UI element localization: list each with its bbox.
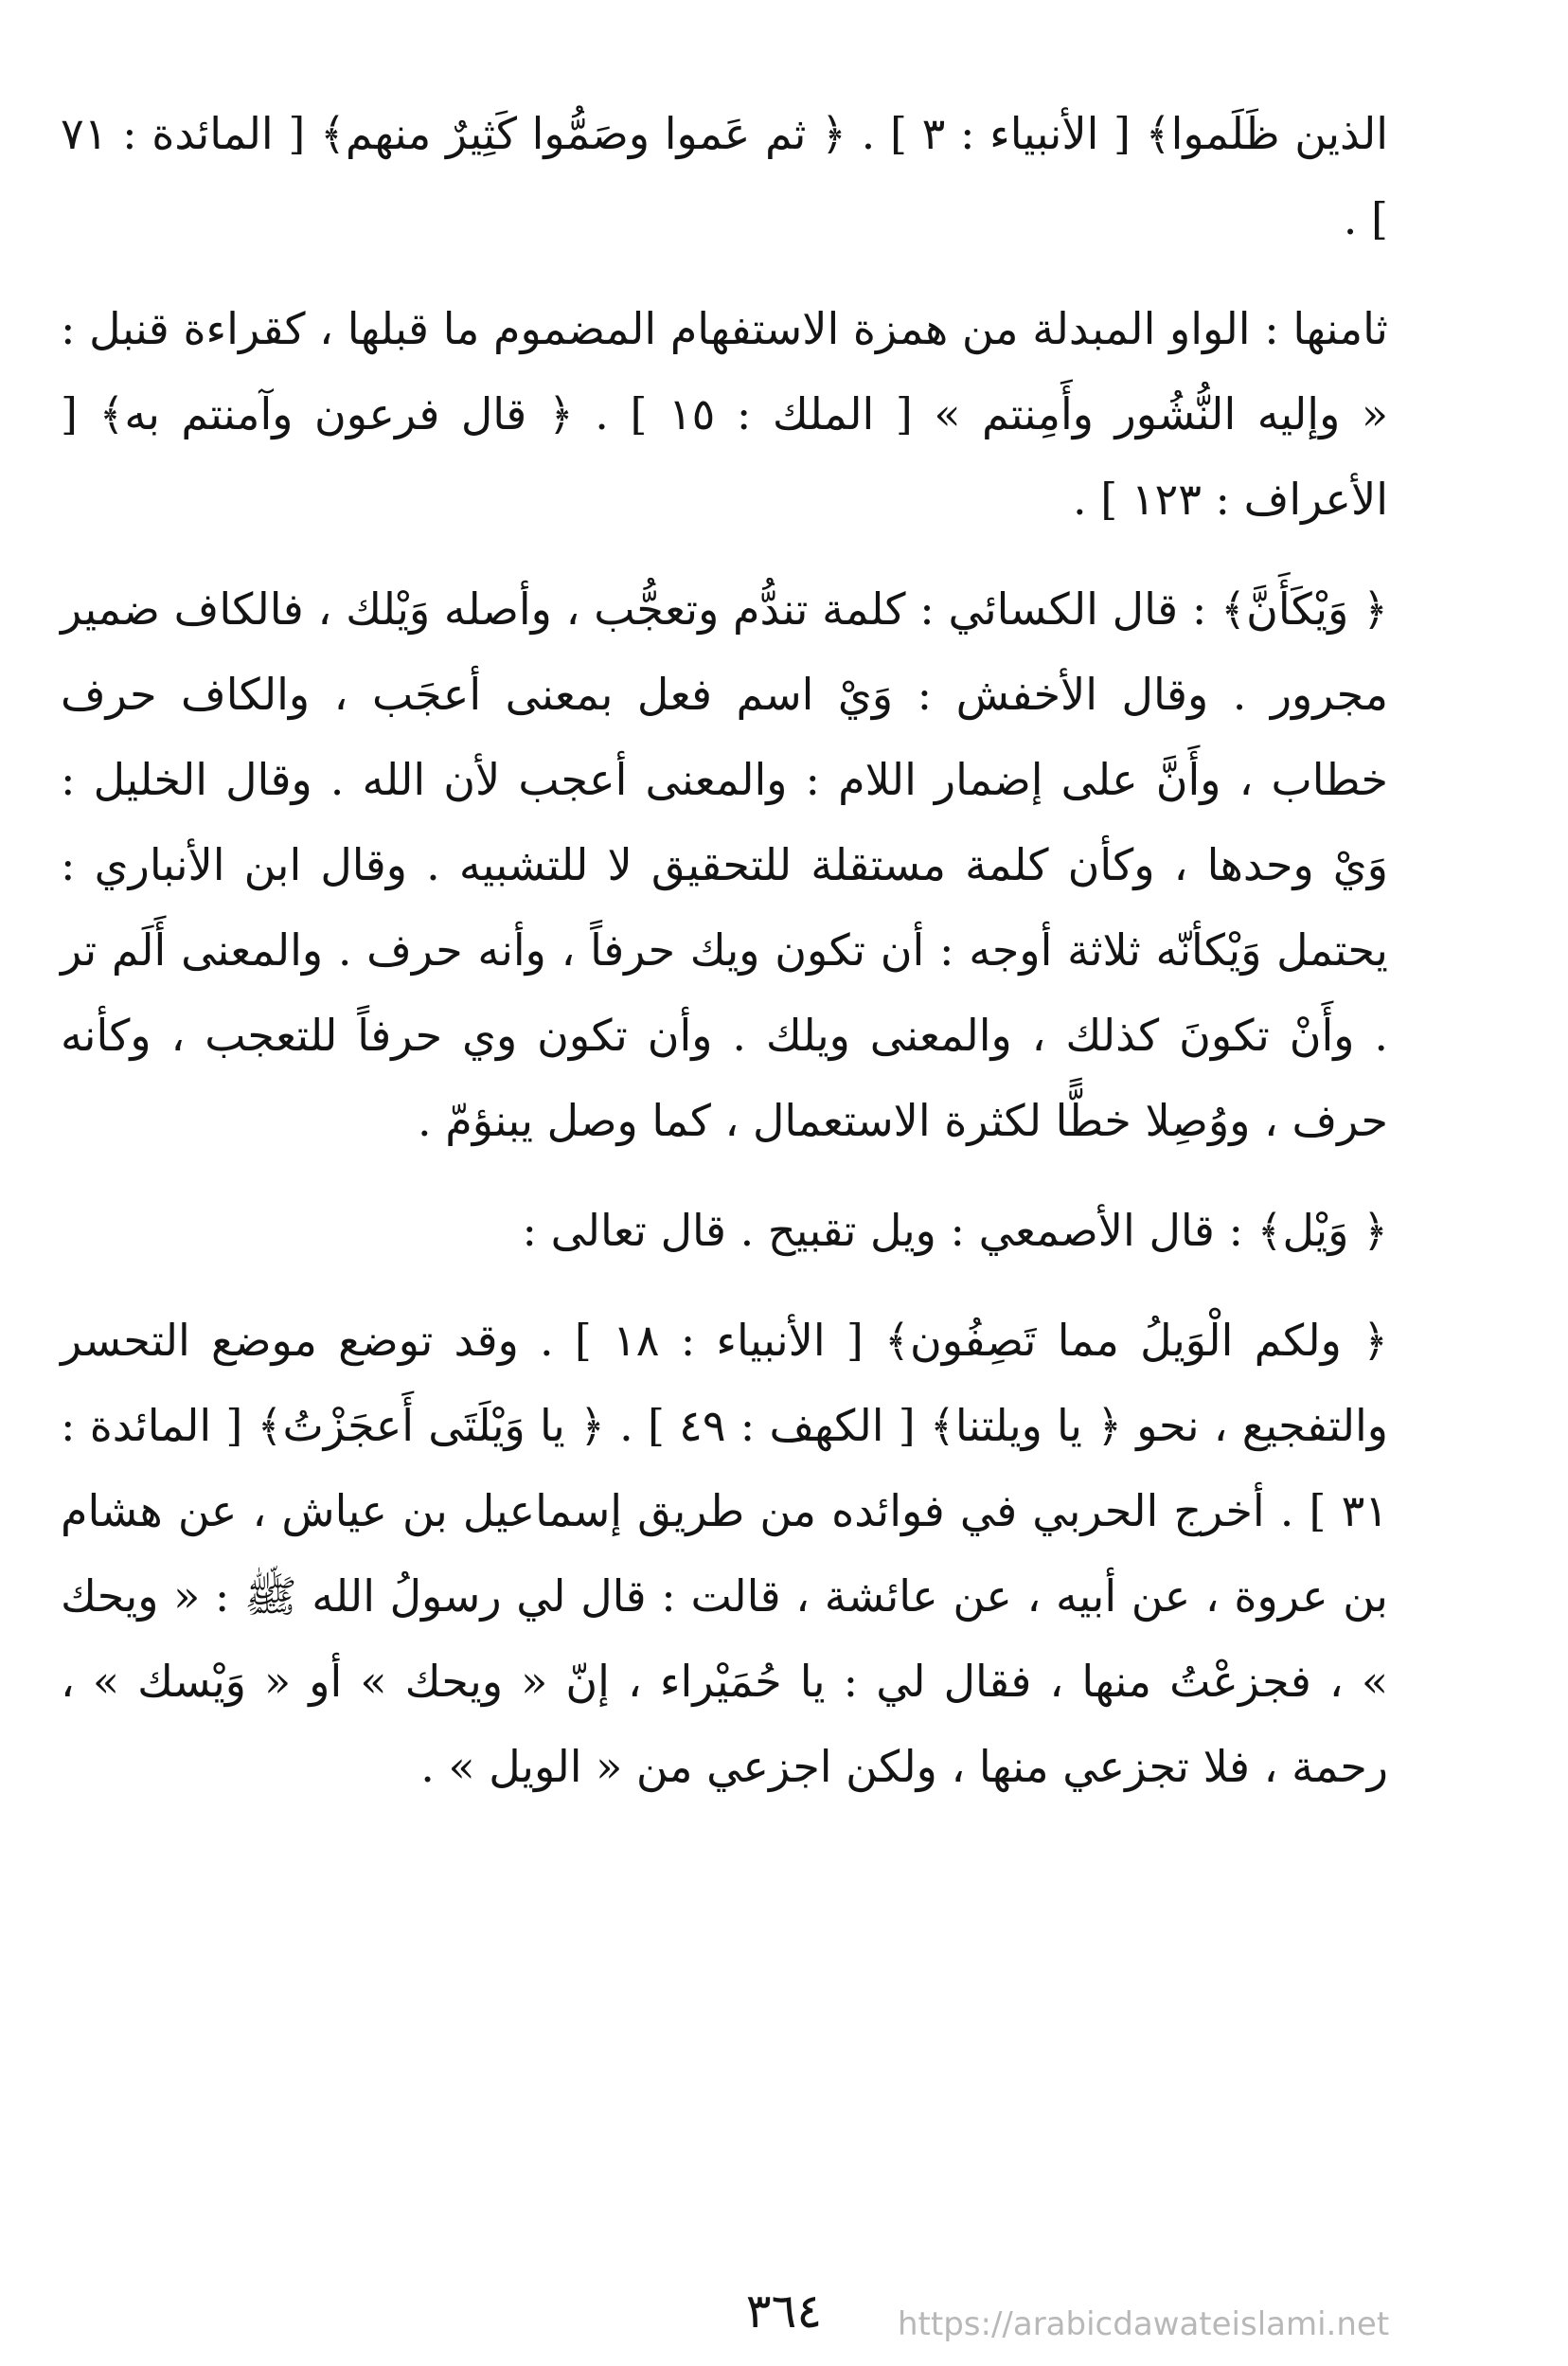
paragraph-spacer bbox=[61, 542, 1388, 566]
paragraph-spacer bbox=[61, 1273, 1388, 1298]
paragraph-eighth-waw: ثامنها : الواو المبدلة من همزة الاستفهام المضموم ما قبلها ، كقراءة قنبل : « وإليه النُّشُور وأَمِنتم » [ الملك : ١٥ ] . ﴿ قال فرعون وآمنتم به﴾ [ الأعراف : ١٢٣ ] . bbox=[61, 303, 1388, 525]
paragraph-waykaanna: ﴿ وَيْكَأَنَّ﴾ : قال الكسائي : كلمة تندُّم وتعجُّب ، وأصله وَيْلك ، فالكاف ضمير مجرور . وقال الأخفش : وَيْ اسم فعل بمعنى أعجَب ، والكاف حرف خطاب ، وأَنَّ على إضمار اللام : والمعنى أعجب لأن الله . وقال الخليل : وَيْ وحدها ، وكأن كلمة مستقلة للتحقيق لا للتشبيه . وقال ابن الأنباري : يحتمل وَيْكأنّه ثلاثة أوجه : أن تكون ويك حرفاً ، وأنه حرف . والمعنى أَلَم تر . وأَنْ تكونَ كذلك ، والمعنى ويلك . وأن تكون وي حرفاً للتعجب ، وكأنه حرف ، ووُصِلا خطًّا لكثرة الاستعمال ، كما وصل يبنؤمّ . bbox=[61, 583, 1388, 1146]
watermark-url: https://arabicdawateislami.net bbox=[898, 2305, 1390, 2343]
paragraph-spacer bbox=[61, 261, 1388, 286]
paragraph-wayl-heading: ﴿ وَيْل﴾ : قال الأصمعي : ويل تقبيح . قال تعالى : bbox=[522, 1205, 1388, 1256]
page-number: ٣٦٤ bbox=[745, 2284, 823, 2339]
page-body bbox=[61, 91, 1388, 1809]
paragraph-wayl-explanation: ﴿ ولكم الْوَيلُ مما تَصِفُون﴾ [ الأنبياء : ١٨ ] . وقد توضع موضع التحسر والتفجيع ، نحو ﴿ يا ويلتنا﴾ [ الكهف : ٤٩ ] . ﴿ يا وَيْلَتَى أَعجَزْتُ﴾ [ المائدة : ٣١ ] . أخرج الحربي في فوائده من طريق إسماعيل بن عياش ، عن هشام بن عروة ، عن أبيه ، عن عائشة ، قالت : قال لي رسولُ الله ﷺ : « ويحك » ، فجزعْتُ منها ، فقال لي : يا حُمَيْراء ، إنّ « ويحك » أو « وَيْسك » ، رحمة ، فلا تجزعي منها ، ولكن اجزعي من « الويل » . bbox=[61, 1315, 1388, 1792]
paragraph-quran-citation: الذين ظَلَموا﴾ [ الأنبياء : ٣ ] . ﴿ ثم عَموا وصَمُّوا كَثِيرٌ منهم﴾ [ المائدة : ٧١ ] . bbox=[61, 108, 1388, 244]
paragraph-spacer bbox=[61, 1163, 1388, 1188]
